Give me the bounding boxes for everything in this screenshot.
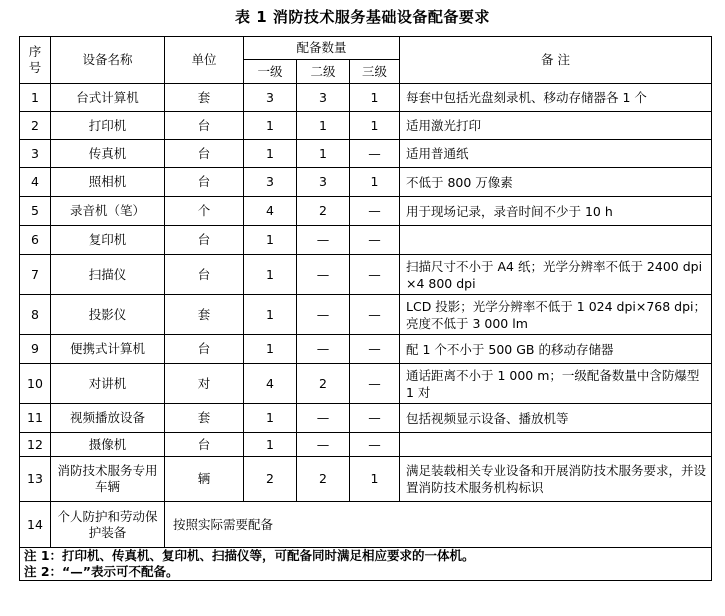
cell-l2: 3	[297, 84, 350, 112]
cell-name: 摄像机	[51, 433, 165, 457]
cell-remark: 扫描尺寸不小于 A4 纸；光学分辨率不低于 2400 dpi ×4 800 dpi	[400, 255, 712, 295]
cell-name: 录音机（笔）	[51, 197, 165, 226]
note-row	[20, 548, 712, 565]
cell-remark: 用于现场记录，录音时间不少于 10 h	[400, 197, 712, 226]
cell-l3: —	[350, 226, 400, 255]
note-text: 注 2：“—”表示可不配备。	[20, 564, 712, 581]
cell-no: 14	[20, 502, 51, 548]
cell-name: 对讲机	[51, 364, 165, 404]
cell-l3: 1	[350, 457, 400, 502]
cell-unit: 台	[165, 140, 244, 168]
cell-no: 11	[20, 404, 51, 433]
table-row	[20, 404, 712, 433]
cell-unit: 台	[165, 226, 244, 255]
table-row	[20, 502, 712, 548]
cell-name: 复印机	[51, 226, 165, 255]
cell-l1: 3	[244, 168, 297, 197]
cell-l1: 1	[244, 404, 297, 433]
cell-l2: —	[297, 295, 350, 335]
cell-l3: —	[350, 295, 400, 335]
cell-no: 5	[20, 197, 51, 226]
cell-unit: 辆	[165, 457, 244, 502]
cell-unit: 台	[165, 335, 244, 364]
cell-remark: 配 1 个不小于 500 GB 的移动存储器	[400, 335, 712, 364]
table-body	[20, 37, 712, 581]
cell-unit: 台	[165, 255, 244, 295]
cell-l2: —	[297, 226, 350, 255]
cell-l3: —	[350, 404, 400, 433]
header-level3: 三级	[350, 60, 400, 84]
equipment-table	[19, 36, 712, 581]
cell-l1: 3	[244, 84, 297, 112]
cell-name: 视频播放设备	[51, 404, 165, 433]
cell-no: 6	[20, 226, 51, 255]
cell-l1: 2	[244, 457, 297, 502]
table-row	[20, 226, 712, 255]
cell-l2: —	[297, 433, 350, 457]
cell-name: 照相机	[51, 168, 165, 197]
cell-remark: 按照实际需要配备	[165, 502, 712, 548]
cell-remark: 通话距离不小于 1 000 m；一级配备数量中含防爆型 1 对	[400, 364, 712, 404]
note-text: 注 1：打印机、传真机、复印机、扫描仪等，可配备同时满足相应要求的一体机。	[20, 548, 712, 565]
table-row	[20, 364, 712, 404]
cell-name: 个人防护和劳动保护装备	[51, 502, 165, 548]
cell-l1: 1	[244, 112, 297, 140]
cell-l3: —	[350, 197, 400, 226]
cell-l1: 1	[244, 140, 297, 168]
cell-l2: 3	[297, 168, 350, 197]
cell-l2: —	[297, 404, 350, 433]
cell-l2: 1	[297, 140, 350, 168]
table-row	[20, 457, 712, 502]
cell-unit: 台	[165, 112, 244, 140]
cell-l2: 2	[297, 364, 350, 404]
cell-l3: —	[350, 255, 400, 295]
cell-unit: 个	[165, 197, 244, 226]
table-row	[20, 84, 712, 112]
cell-l2: 1	[297, 112, 350, 140]
cell-name: 传真机	[51, 140, 165, 168]
header-level1: 一级	[244, 60, 297, 84]
table-row	[20, 295, 712, 335]
cell-l1: 1	[244, 335, 297, 364]
cell-l2: —	[297, 255, 350, 295]
cell-unit: 对	[165, 364, 244, 404]
table-row	[20, 112, 712, 140]
cell-l1: 1	[244, 433, 297, 457]
table-row	[20, 140, 712, 168]
cell-l3: —	[350, 335, 400, 364]
table-row	[20, 168, 712, 197]
cell-unit: 套	[165, 404, 244, 433]
header-row	[20, 37, 712, 60]
cell-no: 9	[20, 335, 51, 364]
cell-name: 便携式计算机	[51, 335, 165, 364]
cell-l1: 1	[244, 295, 297, 335]
header-level2: 二级	[297, 60, 350, 84]
cell-unit: 台	[165, 168, 244, 197]
table-title: 表 1 消防技术服务基础设备配备要求	[235, 8, 490, 26]
cell-unit: 套	[165, 84, 244, 112]
cell-remark: 包括视频显示设备、播放机等	[400, 404, 712, 433]
header-remark: 备 注	[400, 37, 712, 84]
cell-remark: 不低于 800 万像素	[400, 168, 712, 197]
cell-remark	[400, 433, 712, 457]
cell-l3: 1	[350, 112, 400, 140]
cell-no: 12	[20, 433, 51, 457]
cell-no: 1	[20, 84, 51, 112]
cell-unit: 套	[165, 295, 244, 335]
header-name: 设备名称	[51, 37, 165, 84]
header-qty: 配备数量	[244, 37, 400, 60]
note-row	[20, 564, 712, 581]
cell-l1: 1	[244, 226, 297, 255]
cell-l1: 1	[244, 255, 297, 295]
cell-remark: 满足装载相关专业设备和开展消防技术服务要求，并设置消防技术服务机构标识	[400, 457, 712, 502]
cell-no: 7	[20, 255, 51, 295]
cell-l2: —	[297, 335, 350, 364]
cell-no: 3	[20, 140, 51, 168]
cell-name: 消防技术服务专用车辆	[51, 457, 165, 502]
cell-l3: —	[350, 140, 400, 168]
cell-name: 打印机	[51, 112, 165, 140]
cell-name: 台式计算机	[51, 84, 165, 112]
table-row	[20, 335, 712, 364]
cell-no: 10	[20, 364, 51, 404]
cell-l2: 2	[297, 197, 350, 226]
cell-name: 投影仪	[51, 295, 165, 335]
header-no: 序号	[20, 37, 51, 84]
table-row	[20, 433, 712, 457]
cell-no: 2	[20, 112, 51, 140]
cell-no: 13	[20, 457, 51, 502]
cell-l3: 1	[350, 84, 400, 112]
cell-remark: 适用激光打印	[400, 112, 712, 140]
cell-l1: 4	[244, 197, 297, 226]
cell-no: 4	[20, 168, 51, 197]
cell-remark: 适用普通纸	[400, 140, 712, 168]
cell-remark	[400, 226, 712, 255]
table-row	[20, 197, 712, 226]
cell-l3: —	[350, 433, 400, 457]
cell-l3: 1	[350, 168, 400, 197]
header-unit: 单位	[165, 37, 244, 84]
cell-l2: 2	[297, 457, 350, 502]
cell-l3: —	[350, 364, 400, 404]
cell-remark: 每套中包括光盘刻录机、移动存储器各 1 个	[400, 84, 712, 112]
cell-name: 扫描仪	[51, 255, 165, 295]
cell-unit: 台	[165, 433, 244, 457]
cell-remark: LCD 投影；光学分辨率不低于 1 024 dpi×768 dpi；亮度不低于 3 000 lm	[400, 295, 712, 335]
table-row	[20, 255, 712, 295]
cell-l1: 4	[244, 364, 297, 404]
cell-no: 8	[20, 295, 51, 335]
